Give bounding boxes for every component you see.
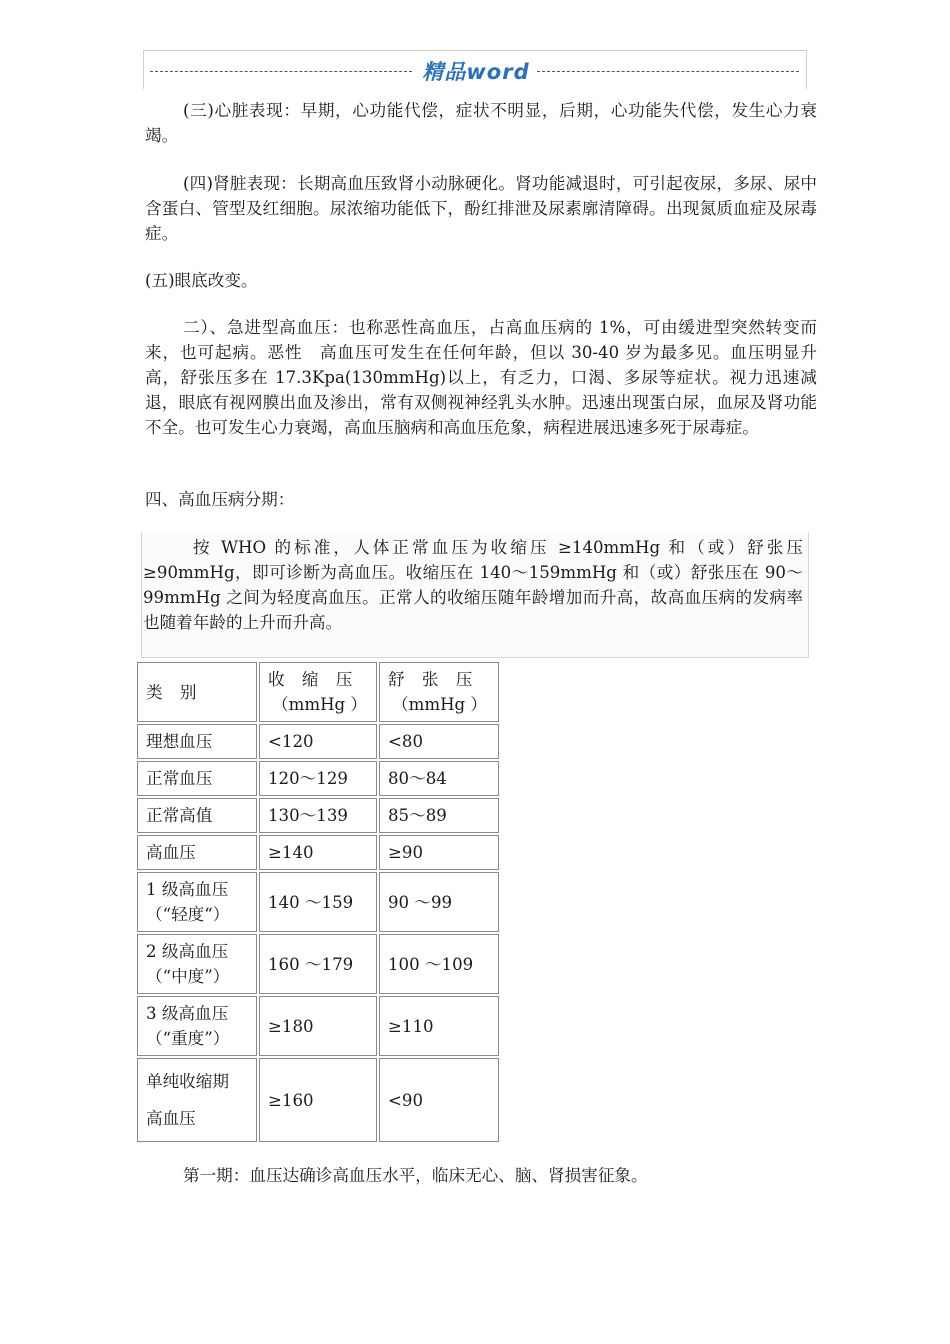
row-diastolic: 80～84 <box>379 761 499 796</box>
row-category <box>137 1058 257 1142</box>
header-category-label: 类 别 <box>146 682 203 702</box>
header-systolic <box>259 662 377 722</box>
who-standard-text: 按 WHO 的标准，人体正常血压为收缩压 ≥140mmHg 和（或）舒张压≥90mmHg，即可诊断为高血压。收缩压在 140～159mmHg 和（或）舒张压在 90～99mmHg 之间为轻度高血压。正常人的收缩压随年龄增加而升高，故高血压病的发病率也随着年龄的上升而升高。 <box>143 538 803 632</box>
row-category: 正常高值 <box>137 798 257 833</box>
paragraph-malignant-hypertension: 二）、急进型高血压：也称恶性高血压，占高血压病的 1%，可由缓进型突然转变而来，也可起病。恶性 高血压可发生在任何年龄，但以 30-40 岁为最多见。血压明显升高，舒张压多在 17.3Kpa(130mmHg)以上，有乏力，口渴、多尿等症状。视力迅速减退，眼底有视网膜出血及渗出，常有双侧视神经乳头水肿。迅速出现蛋白尿，血尿及肾功能不全。也可发生心力衰竭，高血压脑病和高血压危象，病程进展迅速多死于尿毒症。 <box>145 318 817 437</box>
table-row <box>137 996 499 1056</box>
row-systolic: 120～129 <box>259 761 377 796</box>
row-systolic: <120 <box>259 724 377 759</box>
row-diastolic: 90 ～99 <box>379 872 499 932</box>
row-systolic: 160 ～179 <box>259 934 377 994</box>
header-diastolic <box>379 662 499 722</box>
paragraph-heart: (三)心脏表现：早期，心功能代偿，症状不明显，后期，心功能失代偿，发生心力衰竭。 <box>145 101 817 145</box>
row-category-label: 1 级高血压 <box>146 880 229 899</box>
header-systolic-unit: （mmHg ） <box>272 695 368 714</box>
row-diastolic: 85～89 <box>379 798 499 833</box>
row-category-sub: （“重度”） <box>146 1029 230 1048</box>
header-brand-logo: 精品word <box>422 60 530 84</box>
table-row <box>137 798 499 833</box>
row-diastolic: <80 <box>379 724 499 759</box>
row-systolic: ≥160 <box>259 1058 377 1142</box>
row-category: 高血压 <box>137 835 257 870</box>
paragraph-stage-one: 第一期：血压达确诊高血压水平，临床无心、脑、肾损害征象。 <box>183 1166 648 1185</box>
row-diastolic: ≥110 <box>379 996 499 1056</box>
row-category <box>137 934 257 994</box>
paragraph-fundus: (五)眼底改变。 <box>145 271 258 290</box>
row-category: 理想血压 <box>137 724 257 759</box>
table-header-row <box>137 662 499 722</box>
row-diastolic: <90 <box>379 1058 499 1142</box>
row-category-label: 单纯收缩期 <box>146 1072 229 1091</box>
table-row <box>137 724 499 759</box>
header-diastolic-unit: （mmHg ） <box>392 695 488 714</box>
row-category-sub: （“轻度“） <box>146 905 230 924</box>
row-category <box>137 872 257 932</box>
header-systolic-label: 收 缩 压 <box>268 670 359 689</box>
paragraph-kidney: (四)肾脏表现：长期高血压致肾小动脉硬化。肾功能减退时，可引起夜尿，多尿、尿中含蛋白、管型及红细胞。尿浓缩功能低下，酚红排泄及尿素廓清障碍。出现氮质血症及尿毒症。 <box>145 174 817 243</box>
table-row <box>137 934 499 994</box>
row-systolic: 140 ～159 <box>259 872 377 932</box>
row-category-label: 2 级高血压 <box>146 942 229 961</box>
row-category <box>137 996 257 1056</box>
header-category <box>137 662 257 722</box>
row-systolic: ≥140 <box>259 835 377 870</box>
row-category-label: 3 级高血压 <box>146 1004 229 1023</box>
header-dashed-line-right <box>537 71 799 72</box>
row-systolic: ≥180 <box>259 996 377 1056</box>
table-row <box>137 761 499 796</box>
row-systolic: 130～139 <box>259 798 377 833</box>
header-dashed-line-left <box>150 71 412 72</box>
header-diastolic-label: 舒 张 压 <box>388 670 479 689</box>
table-row <box>137 872 499 932</box>
row-category-sub: （“中度”） <box>146 967 230 986</box>
row-diastolic: ≥90 <box>379 835 499 870</box>
table-row <box>137 835 499 870</box>
row-diastolic: 100 ～109 <box>379 934 499 994</box>
row-category: 正常血压 <box>137 761 257 796</box>
row-category-sub: 高血压 <box>146 1109 196 1128</box>
blood-pressure-table <box>135 660 501 1144</box>
section-heading-staging: 四、高血压病分期： <box>145 490 295 509</box>
table-row <box>137 1058 499 1142</box>
